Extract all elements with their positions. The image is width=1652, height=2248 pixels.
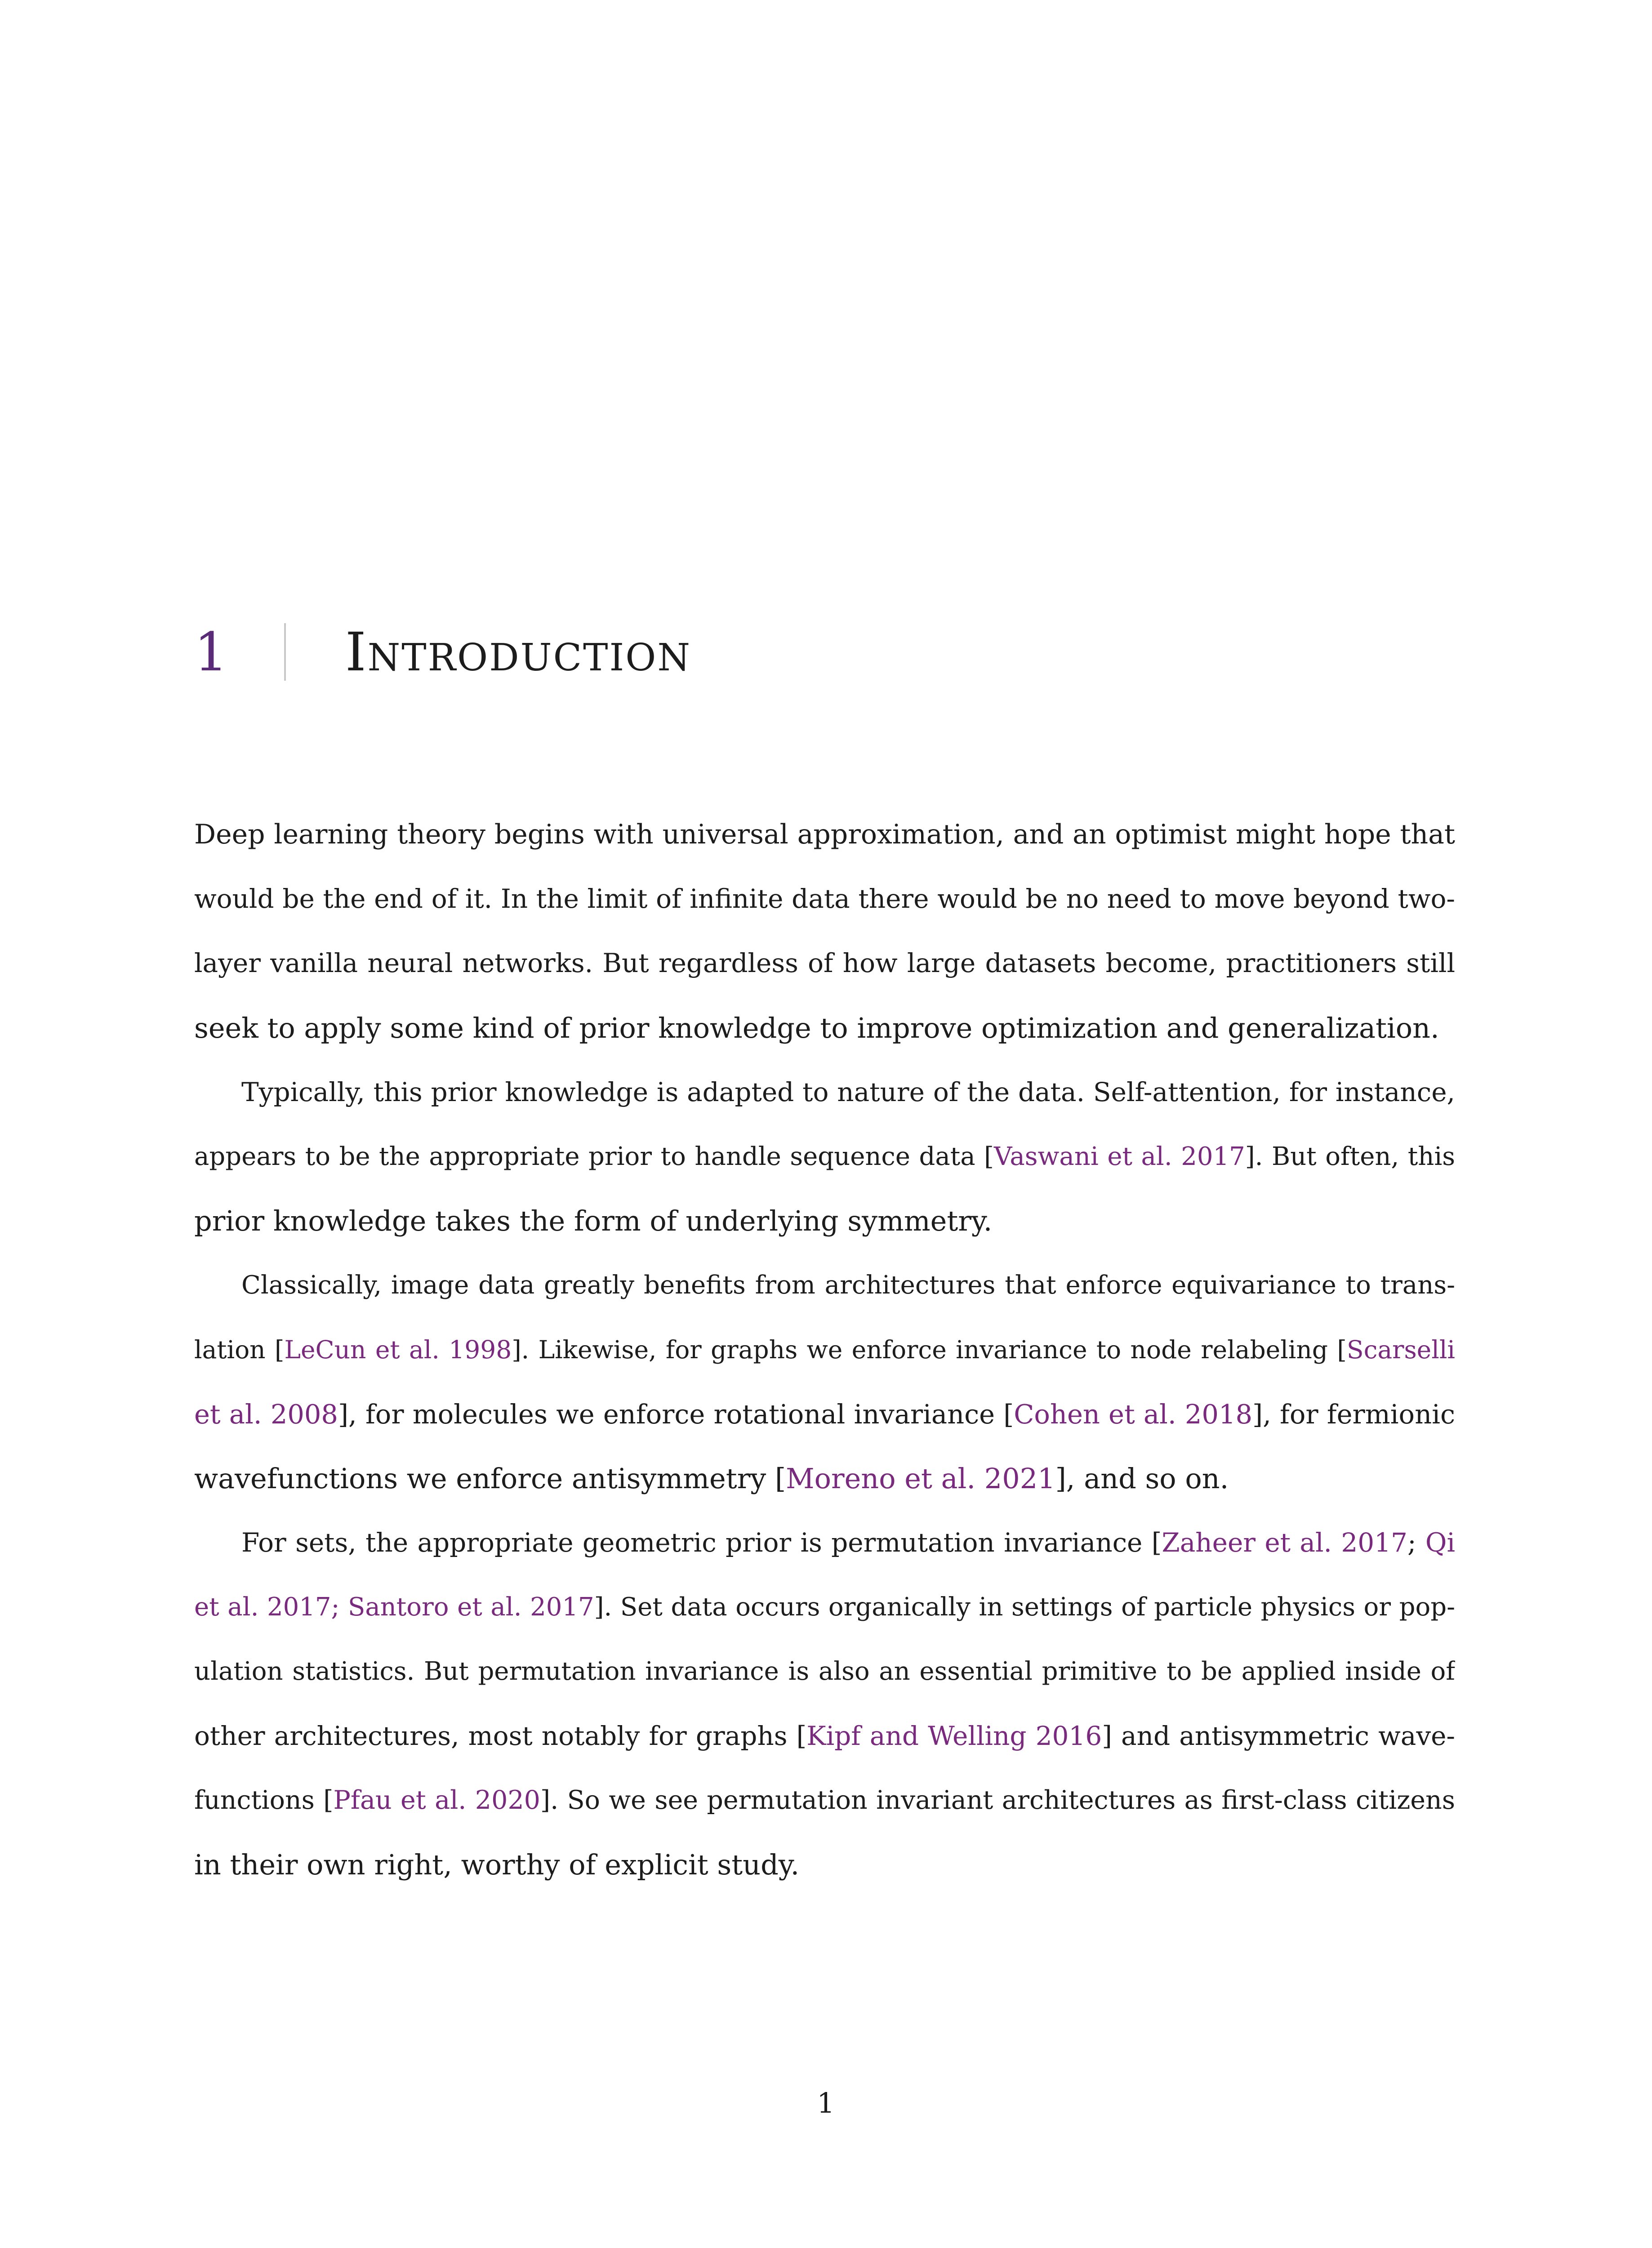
text-line: prior knowledge takes the form of underlying symmetry.	[194, 1204, 993, 1238]
text-line: appears to be the appropriate prior to handle sequence data [Vaswani et al. 2017]. But often, this	[194, 1142, 1455, 1171]
text-line: layer vanilla neural networks. But regardless of how large datasets become, practitioners still	[194, 948, 1455, 979]
text-line: seek to apply some kind of prior knowledge to improve optimization and generalization.	[194, 1011, 1439, 1044]
text-line: other architectures, most notably for graphs [Kipf and Welling 2016] and antisymmetric wave-	[194, 1720, 1455, 1751]
text-line: Typically, this prior knowledge is adapted to nature of the data. Self-attention, for instance,	[241, 1076, 1455, 1107]
text-line: would be the end of it. In the limit of infinite data there would be no need to move beyond two-	[194, 883, 1455, 914]
text-line: ulation statistics. But permutation invariance is also an essential primitive to be applied inside of	[194, 1657, 1455, 1686]
citation-link[interactable]: Qi	[1425, 1527, 1455, 1558]
page-number: 1	[817, 2087, 835, 2119]
citation-link[interactable]: et al. 2008	[194, 1398, 338, 1430]
citation-link[interactable]: Kipf and Welling 2016	[806, 1720, 1102, 1751]
text-line: For sets, the appropriate geometric prior is permutation invariance [Zaheer et al. 2017; Qi	[241, 1527, 1455, 1558]
text-line: et al. 2008], for molecules we enforce rotational invariance [Cohen et al. 2018], for fermionic	[194, 1398, 1455, 1430]
chapter-divider	[284, 623, 286, 681]
citation-link[interactable]: Scarselli	[1346, 1335, 1455, 1364]
text-line: et al. 2017; Santoro et al. 2017]. Set data occurs organically in settings of particle physics or pop-	[194, 1592, 1455, 1622]
citation-link[interactable]: et al. 2017; Santoro et al. 2017	[194, 1592, 594, 1622]
citation-link[interactable]: Zaheer et al. 2017	[1162, 1527, 1407, 1558]
body-text	[194, 803, 1455, 1897]
text-line: functions [Pfau et al. 2020]. So we see permutation invariant architectures as first-class citizens	[194, 1785, 1455, 1815]
chapter-title: Introduction	[345, 621, 691, 683]
citation-link[interactable]: Vaswani et al. 2017	[994, 1142, 1245, 1171]
citation-link[interactable]: LeCun et al. 1998	[284, 1335, 512, 1364]
citation-link[interactable]: Moreno et al. 2021	[786, 1462, 1055, 1495]
chapter-number: 1	[194, 621, 228, 683]
text-line: wavefunctions we enforce antisymmetry [Moreno et al. 2021], and so on.	[194, 1462, 1229, 1495]
text-line: Classically, image data greatly benefits from architectures that enforce equivariance to trans-	[241, 1271, 1455, 1300]
text-line: Deep learning theory begins with universal approximation, and an optimist might hope that	[194, 819, 1455, 850]
text-line: lation [LeCun et al. 1998]. Likewise, for graphs we enforce invariance to node relabeling [Scarselli	[194, 1335, 1455, 1364]
citation-link[interactable]: Cohen et al. 2018	[1014, 1398, 1253, 1430]
chapter-heading	[194, 616, 1453, 688]
citation-link[interactable]: Pfau et al. 2020	[333, 1785, 540, 1815]
text-line: in their own right, worthy of explicit study.	[194, 1848, 800, 1881]
